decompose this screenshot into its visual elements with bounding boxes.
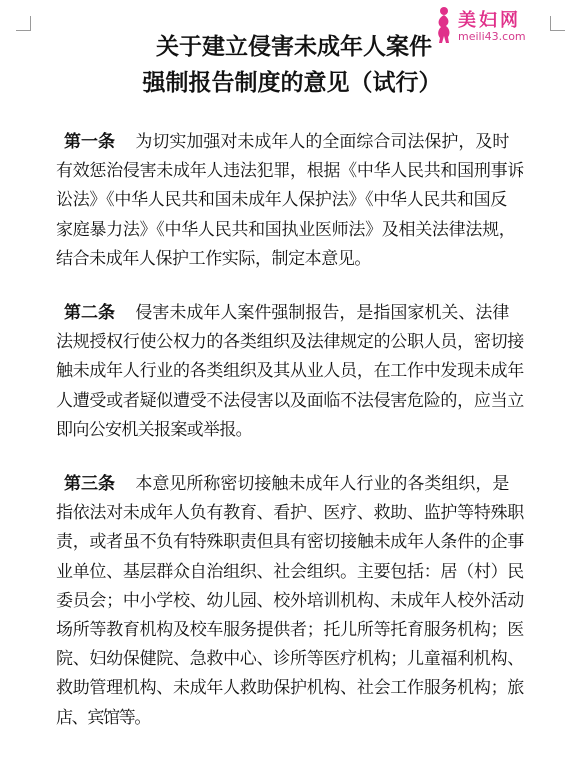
watermark-site-name: 美妇网 <box>458 10 521 31</box>
article-3 <box>56 470 550 733</box>
article-2-line-3: 触未成年人行业的各类组织及其从业人员，在工作中发现未成年 <box>56 361 524 382</box>
article-2 <box>56 299 550 445</box>
article-3-line-4: 业单位、基层群众自治组织、社会组织。主要包括：居（村）民 <box>56 561 524 582</box>
article-2-line-5: 即向公安机关报案或举报。 <box>56 419 252 440</box>
article-2-line-2: 法规授权行使公权力的各类组织及法律规定的公职人员，密切接 <box>56 332 524 353</box>
article-3-line-7: 院、妇幼保健院、急救中心、诊所等医疗机构；儿童福利机构、 <box>56 649 524 670</box>
article-1-line-4: 家庭暴力法》《中华人民共和国执业医师法》及相关法律法规， <box>56 219 516 240</box>
article-2-number: 第二条 <box>64 303 115 323</box>
document-title-line-2: 强制报告制度的意见（试行） <box>142 70 442 96</box>
article-3-line-1: 第三条 本意见所称密切接触未成年人行业的各类组织，是 <box>64 474 510 494</box>
article-3-line-9: 店、宾馆等。 <box>56 707 150 728</box>
article-1 <box>56 128 550 274</box>
article-2-line-1: 第二条 侵害未成年人案件强制报告，是指国家机关、法律 <box>64 303 510 323</box>
article-3-number: 第三条 <box>64 474 115 494</box>
article-3-line-8: 救助管理机构、未成年人救助保护机构、社会工作服务机构；旅 <box>56 678 524 699</box>
article-3-line-2: 指依法对未成年人负有教育、看护、医疗、救助、监护等特殊职 <box>56 503 524 524</box>
article-1-line-2: 有效惩治侵害未成年人违法犯罪，根据《中华人民共和国刑事诉 <box>56 161 524 182</box>
article-3-line-3: 责，或者虽不负有特殊职责但具有密切接触未成年人条件的企事 <box>56 532 524 553</box>
article-1-line-3: 讼法》《中华人民共和国未成年人保护法》《中华人民共和国反 <box>56 190 507 211</box>
article-1-line-5: 结合未成年人保护工作实际，制定本意见。 <box>56 248 371 269</box>
article-3-line-5: 委员会；中小学校、幼儿园、校外培训机构、未成年人校外活动 <box>56 590 524 611</box>
article-1-line-1: 第一条 为切实加强对未成年人的全面综合司法保护，及时 <box>64 132 510 152</box>
article-3-line-6: 场所等教育机构及校车服务提供者；托儿所等托育服务机构；医 <box>56 620 524 641</box>
document-title-line-1: 关于建立侵害未成年人案件 <box>156 34 432 60</box>
article-2-line-4: 人遭受或者疑似遭受不法侵害以及面临不法侵害危险的，应当立 <box>56 390 524 411</box>
watermark-url: meili43.com <box>458 30 526 43</box>
article-1-number: 第一条 <box>64 132 115 152</box>
